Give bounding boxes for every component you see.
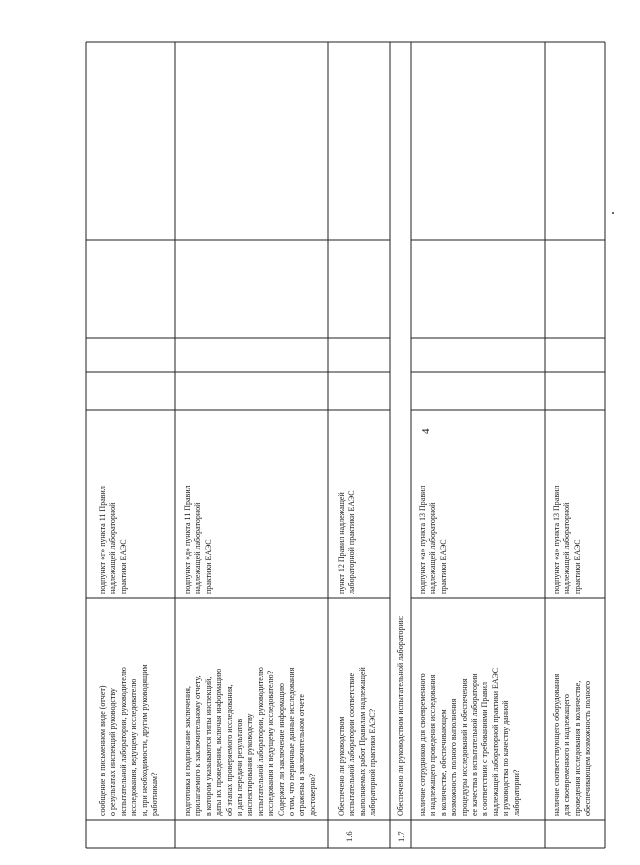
question-line: Обеспечено ли руководством испытательной лаборатории:: [396, 615, 405, 816]
question-line: в количестве, обеспечивающем: [438, 709, 448, 816]
question-line: процедуры исследований и обеспечения: [459, 678, 469, 816]
reference-line: надлежащей лабораторной: [108, 502, 118, 594]
scan-speck: [612, 212, 614, 214]
question-line: и руководства по качеству данной: [501, 700, 511, 816]
question-line: и даты передачи результатов: [234, 718, 244, 816]
question-line: обеспечивающем возможность полного: [583, 680, 593, 816]
question-line: сообщение в письменном виде (отчет): [98, 685, 107, 816]
question-line: Обеспечено ли руководством: [337, 716, 346, 816]
question-line: подготовка и подписание заключения,: [183, 686, 192, 816]
reference-line: лабораторной практики ЕАЭС: [347, 490, 357, 594]
question-cell-cont: [98, 664, 160, 816]
question-line: исследования и ведущему исследователю?: [266, 670, 276, 816]
question-line: для своевременного и надлежащего: [562, 694, 572, 816]
question-cell-1-7-b: [552, 674, 594, 816]
question-line: в котором указываются типы инспекций,: [203, 676, 213, 816]
question-line: наличие соответствующего оборудования: [552, 673, 561, 816]
question-line: наличие сотрудников для своевременного: [418, 673, 427, 816]
question-line: возможность полного выполнения: [449, 698, 459, 816]
question-line: проведения исследования в количестве,: [572, 680, 582, 816]
question-cell-1-7-a: [418, 668, 522, 816]
question-cell-1-6: [337, 667, 379, 816]
question-line: инспектирования руководству: [245, 713, 255, 816]
reference-cell-1-7-a: [418, 486, 449, 594]
page-number: 4: [420, 428, 432, 434]
reference-line: надлежащей лабораторной: [562, 502, 572, 594]
question-line: достоверно?: [307, 773, 317, 816]
reference-line: надлежащей лабораторной: [428, 502, 438, 594]
question-line: лабораторной практики ЕАЭС?: [368, 708, 378, 816]
reference-line: практики ЕАЭС: [203, 539, 213, 594]
question-line: выполняемых работ Правилам надлежащей: [357, 667, 367, 816]
reference-line: пункт 12 Правил надлежащей: [337, 492, 346, 594]
reference-line: практики ЕАЭС: [572, 539, 582, 594]
question-line: о том, что первичные данные исследования: [286, 667, 296, 816]
question-line: и надлежащего проведения исследования: [428, 674, 438, 816]
question-cell-d: [183, 667, 318, 816]
question-line: лаборатории?: [511, 769, 521, 816]
row-number-1-6: 1.6: [344, 831, 354, 842]
question-line: отражены в заключительном отчете: [297, 694, 307, 816]
question-line: испытательной лаборатории, руководителю: [118, 667, 128, 816]
reference-line: подпункт «а» пункта 13 Правил: [418, 485, 427, 594]
question-line: прилагаемого к заключительному отчету,: [193, 675, 203, 816]
question-line: и, при необходимости, другим руководящим: [139, 664, 149, 816]
question-line: о результатах инспекций руководству: [108, 688, 118, 816]
reference-line: практики ЕАЭС: [118, 539, 128, 594]
reference-cell-1-6: [337, 490, 358, 594]
question-line: исследования, ведущему исследователю: [129, 678, 139, 816]
question-line: надлежащей лабораторной практики ЕАЭС: [490, 667, 500, 816]
reference-cell-1-7-b: [552, 486, 583, 594]
section-header-1-7: [396, 616, 406, 816]
reference-cell-cont: [98, 486, 129, 594]
question-line: испытательной лаборатории, руководителю: [255, 667, 265, 816]
row-number-1-7: 1.7: [396, 831, 406, 842]
question-line: об этапах проверяемого исследования,: [224, 684, 234, 816]
reference-line: подпункт «а» пункта 13 Правил: [552, 485, 561, 594]
question-line: ее качества в испытательной лаборатории: [469, 673, 479, 816]
question-line: даты их проведения, включая информацию: [214, 668, 224, 816]
question-line: работникам?: [149, 772, 159, 816]
reference-line: надлежащей лабораторной: [193, 502, 203, 594]
reference-line: подпункт «г» пункта 11 Правил: [98, 486, 107, 594]
reference-line: практики ЕАЭС: [438, 539, 448, 594]
question-line: Содержит ли заключение информацию: [276, 683, 286, 816]
question-line: испытательной лаборатории соответствие: [347, 672, 357, 816]
reference-line: подпункт «д» пункта 11 Правил: [183, 485, 192, 594]
reference-cell-d: [183, 485, 214, 594]
question-line: в соответствии с требованиями Правил: [480, 682, 490, 816]
